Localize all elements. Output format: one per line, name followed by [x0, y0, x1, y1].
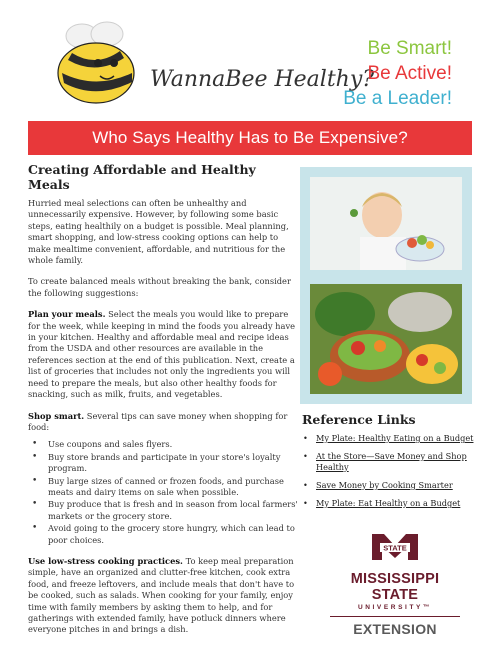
- reference-link-save-money[interactable]: Save Money by Cooking Smarter: [316, 480, 453, 490]
- tagline: [343, 36, 452, 111]
- intro-paragraph-2: To create balanced meals without breaking the bank, consider the following suggestions:: [28, 276, 291, 298]
- msu-state-mark-icon: [368, 530, 422, 564]
- reference-link-at-the-store[interactable]: At the Store—Save Money and Shop Healthy: [316, 451, 467, 472]
- bee-icon: [52, 18, 375, 110]
- cook-text: To keep meal preparation simple, have an organized and clutter-free kitchen, cook extra food, and freeze leftovers, and include meals that don't have to be cooked, such as salads. When cooking for your family, enjoy time with family members by asking them to help, and for gatherings with extended family, have potluck dinners where everyone pitches in and brings a dish.: [28, 555, 295, 635]
- shop-lead: Shop smart.: [28, 410, 85, 421]
- list-item: [302, 433, 482, 444]
- reference-link-eat-healthy[interactable]: My Plate: Eat Healthy on a Budget: [316, 498, 461, 508]
- reference-links: [302, 414, 482, 516]
- list-item: • Buy produce that is fresh and in season from local farmers' markets or the grocery store.: [28, 499, 300, 522]
- tagline-be-leader: Be a Leader!: [343, 88, 452, 109]
- list-item: • Buy large sizes of canned or frozen foods, and purchase meats and dairy items on sale when possible.: [28, 476, 300, 499]
- main-column: [28, 162, 300, 646]
- shop-text: Several tips can save money when shopping for food:: [28, 410, 288, 432]
- msu-divider: [330, 616, 460, 617]
- msu-extension: EXTENSION: [353, 621, 437, 637]
- child-eating-photo: [300, 167, 472, 280]
- main-heading: Creating Affordable and Healthy Meals: [28, 162, 256, 192]
- vegetables-image: [310, 284, 462, 394]
- plan-text: Select the meals you would like to prepare for the week, while keeping in mind the foods you already have in your kitchen. Healthy and affordable meal and recipe ideas from the USDA and other resources are available in the references section at the end of this publication. Next, create a list of groceries that includes not only the ingredients you will need to prepare the meals, but also other healthy foods for snacking, such as milk, fruits, and vegetables.: [28, 309, 296, 400]
- shop-paragraph: [28, 411, 300, 434]
- banner-title: Who Says Healthy Has to Be Expensive?: [92, 128, 408, 147]
- shop-tips-list: [28, 439, 300, 546]
- reference-link-myplate-budget[interactable]: My Plate: Healthy Eating on a Budget: [316, 433, 474, 443]
- cook-lead: Use low-stress cooking practices.: [28, 555, 183, 566]
- list-item: [302, 451, 482, 473]
- list-item: • Buy store brands and participate in your store's loyalty program.: [28, 452, 300, 475]
- title-banner: [28, 121, 472, 155]
- list-item: • Avoid going to the grocery store hungry, which can lead to poor choices.: [28, 523, 300, 546]
- list-item: [302, 498, 482, 509]
- msu-name: MISSISSIPPI STATE: [350, 571, 440, 603]
- logo-text: WannaBee Healthy?: [150, 67, 375, 92]
- intro-paragraph: Hurried meal selections can often be unhealthy and unnecessarily expensive. However, by following some basic steps, eating healthily on a budget is possible. Meal planning, smart shopping, and low-stress cooking options can help to make mealtime convenient, affordable, and nutritious for the whole family.: [28, 198, 289, 266]
- msu-university: UNIVERSITY™: [357, 604, 433, 611]
- msu-mark-text: STATE: [383, 543, 407, 553]
- plan-paragraph: [28, 309, 300, 400]
- tagline-be-active: Be Active!: [367, 63, 452, 84]
- wannabee-logo: [52, 18, 375, 110]
- vegetables-photo: [300, 274, 472, 404]
- tagline-be-smart: Be Smart!: [367, 38, 452, 59]
- list-item: [302, 480, 482, 491]
- msu-extension-logo: [330, 530, 460, 637]
- reference-heading: Reference Links: [302, 412, 416, 427]
- list-item: • Use coupons and sales flyers.: [28, 439, 300, 450]
- reference-list: [302, 433, 482, 509]
- plan-lead: Plan your meals.: [28, 309, 106, 320]
- cook-paragraph: [28, 556, 300, 636]
- child-eating-image: [310, 177, 462, 270]
